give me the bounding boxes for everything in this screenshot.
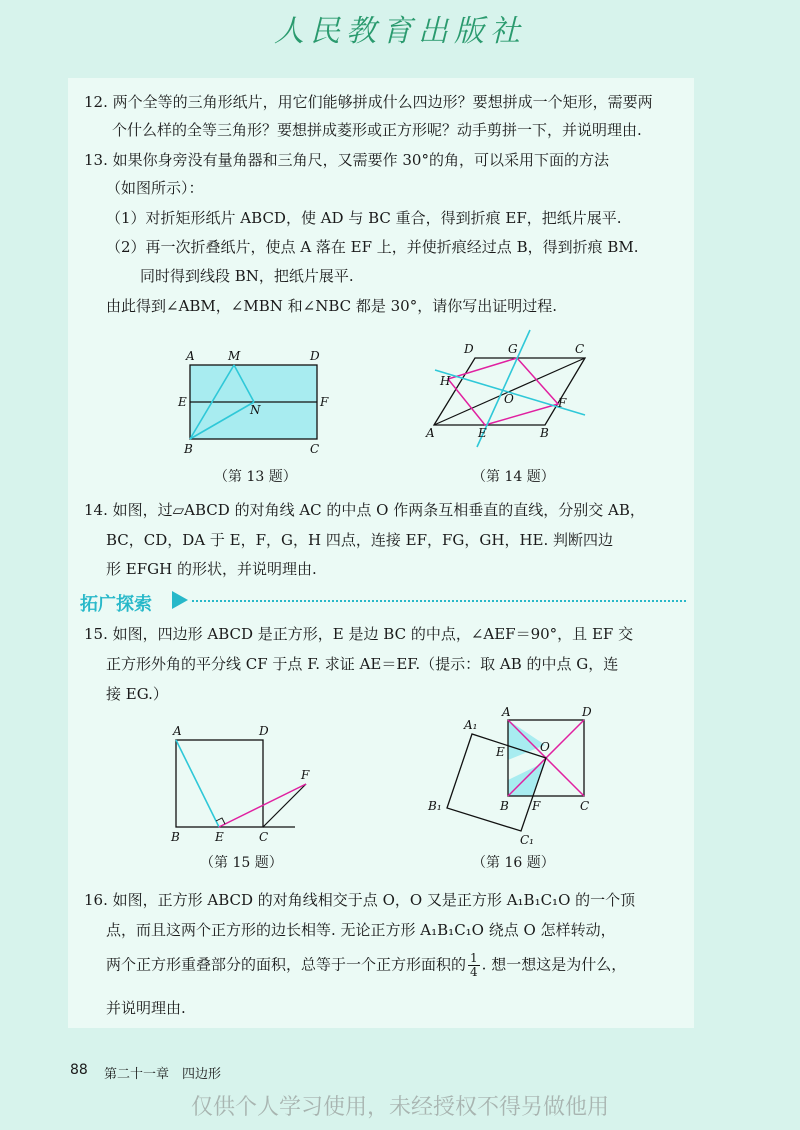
fig14-label-b: B: [540, 426, 549, 440]
publisher-logo: 人民教育出版社: [274, 14, 526, 49]
fig16-label-d: D: [582, 705, 592, 719]
fig15-square: [176, 740, 263, 827]
fig14-label-f: F: [558, 396, 567, 410]
section-title: 拓广探索: [80, 594, 152, 615]
watermark: 仅供个人学习使用，未经授权不得另做他用: [190, 1095, 609, 1120]
fig13-label-n: N: [250, 403, 261, 417]
fig15-label-c: C: [259, 830, 269, 843]
chapter-title: 第二十一章 四边形: [104, 1067, 222, 1082]
fig16-label-c: C: [580, 799, 590, 813]
fig16-label-e: E: [496, 745, 505, 759]
fig15-label-b: B: [171, 830, 180, 843]
problem-13-line-5: 同时得到线段 BN，把纸片展平.: [140, 267, 354, 285]
problem-14-line-2: BC，CD，DA 于 E，F，G，H 四点，连接 EF，FG，GH，HE. 判断四边: [106, 531, 614, 549]
fig13-label-b: B: [184, 442, 193, 456]
problem-16-line-3-start: 两个正方形重叠部分的面积，总等于一个正方形面积的: [106, 955, 467, 974]
fig16-label-b: B: [500, 799, 509, 813]
fig16-label-f: F: [532, 799, 541, 813]
problem-16-line-3: [106, 952, 626, 979]
fig16-label-o: O: [540, 740, 550, 754]
fig15-label-a: A: [173, 724, 182, 738]
problem-16-line-1: 16. 如图，正方形 ABCD 的对角线相交于点 O，O 又是正方形 A₁B₁C₁O 的一个顶: [84, 891, 636, 909]
fig14-label-h: H: [440, 374, 451, 388]
figure-15: [165, 718, 325, 843]
fig15-label-f: F: [301, 768, 310, 782]
figure-16-caption: （第 16 题）: [472, 855, 555, 871]
problem-13-line-4: （2）再一次折叠纸片，使点 A 落在 EF 上，并使折痕经过点 B，得到折痕 BM.: [106, 238, 639, 256]
page-number: 88: [70, 1062, 88, 1078]
problem-14-line-1: 14. 如图，过▱ABCD 的对角线 AC 的中点 O 作两条互相垂直的直线，分别交 AB，: [84, 501, 645, 519]
section-arrow-icon: [172, 591, 188, 609]
fig14-label-a: A: [426, 426, 435, 440]
fraction-one-quarter: [468, 952, 480, 979]
fig13-label-f: F: [320, 395, 329, 409]
fig14-label-g: G: [508, 342, 518, 356]
fig16-label-b1: B₁: [428, 799, 442, 813]
fig14-label-d: D: [464, 342, 474, 356]
problem-13-line-3: （1）对折矩形纸片 ABCD，使 AD 与 BC 重合，得到折痕 EF，把纸片展平.: [106, 209, 622, 227]
fraction-denominator: 4: [470, 965, 478, 979]
fraction-numerator: 1: [470, 951, 478, 965]
fig14-label-e: E: [478, 426, 487, 440]
fig14-label-c: C: [575, 342, 585, 356]
fig16-label-a: A: [502, 705, 511, 719]
fig14-label-o: O: [504, 392, 514, 406]
problem-13-line-1: 13. 如果你身旁没有量角器和三角尺，又需要作 30°的角，可以采用下面的方法: [84, 151, 609, 169]
problem-16-line-3-end: . 想一想这是为什么，: [481, 955, 627, 974]
problem-15-line-1: 15. 如图，四边形 ABCD 是正方形，E 是边 BC 的中点，∠AEF＝90°，且 EF 交: [84, 625, 634, 643]
figure-14-caption: （第 14 题）: [472, 469, 555, 485]
problem-15-line-3: 接 EG.）: [106, 685, 168, 703]
fig16-label-c1: C₁: [520, 833, 534, 847]
fig16-label-a1: A₁: [464, 718, 478, 732]
figure-13: [170, 340, 340, 465]
fig13-label-d: D: [310, 349, 320, 363]
problem-12-line-1: 12. 两个全等的三角形纸片，用它们能够拼成什么四边形？要想拼成一个矩形，需要两: [84, 93, 653, 111]
problem-13-line-6: 由此得到∠ABM，∠MBN 和∠NBC 都是 30°，请你写出证明过程.: [106, 297, 557, 315]
fig13-label-e: E: [178, 395, 187, 409]
problem-14-line-3: 形 EFGH 的形状，并说明理由.: [106, 560, 317, 578]
fig13-label-c: C: [310, 442, 320, 456]
fig15-label-e: E: [215, 830, 224, 843]
fig15-label-d: D: [259, 724, 269, 738]
figure-15-caption: （第 15 题）: [200, 855, 283, 871]
problem-12-line-2: 个什么样的全等三角形？要想拼成菱形或正方形呢？动手剪拼一下，并说明理由.: [112, 121, 642, 139]
figure-13-caption: （第 13 题）: [214, 469, 297, 485]
section-divider: [192, 600, 686, 602]
problem-16-line-2: 点，而且这两个正方形的边长相等. 无论正方形 A₁B₁C₁O 绕点 O 怎样转动，: [106, 921, 616, 939]
problem-13-line-2: （如图所示）：: [106, 179, 204, 197]
problem-16-line-4: 并说明理由.: [106, 999, 186, 1017]
fig13-label-a: A: [186, 349, 195, 363]
figure-16: [420, 700, 605, 850]
fig15-segment-ae: [176, 740, 219, 827]
fig15-bisector-cf: [263, 784, 306, 827]
fig13-label-m: M: [228, 349, 241, 363]
problem-15-line-2: 正方形外角的平分线 CF 于点 F. 求证 AE＝EF.（提示：取 AB 的中点 G，连: [106, 655, 619, 673]
figure-14: [420, 325, 600, 450]
